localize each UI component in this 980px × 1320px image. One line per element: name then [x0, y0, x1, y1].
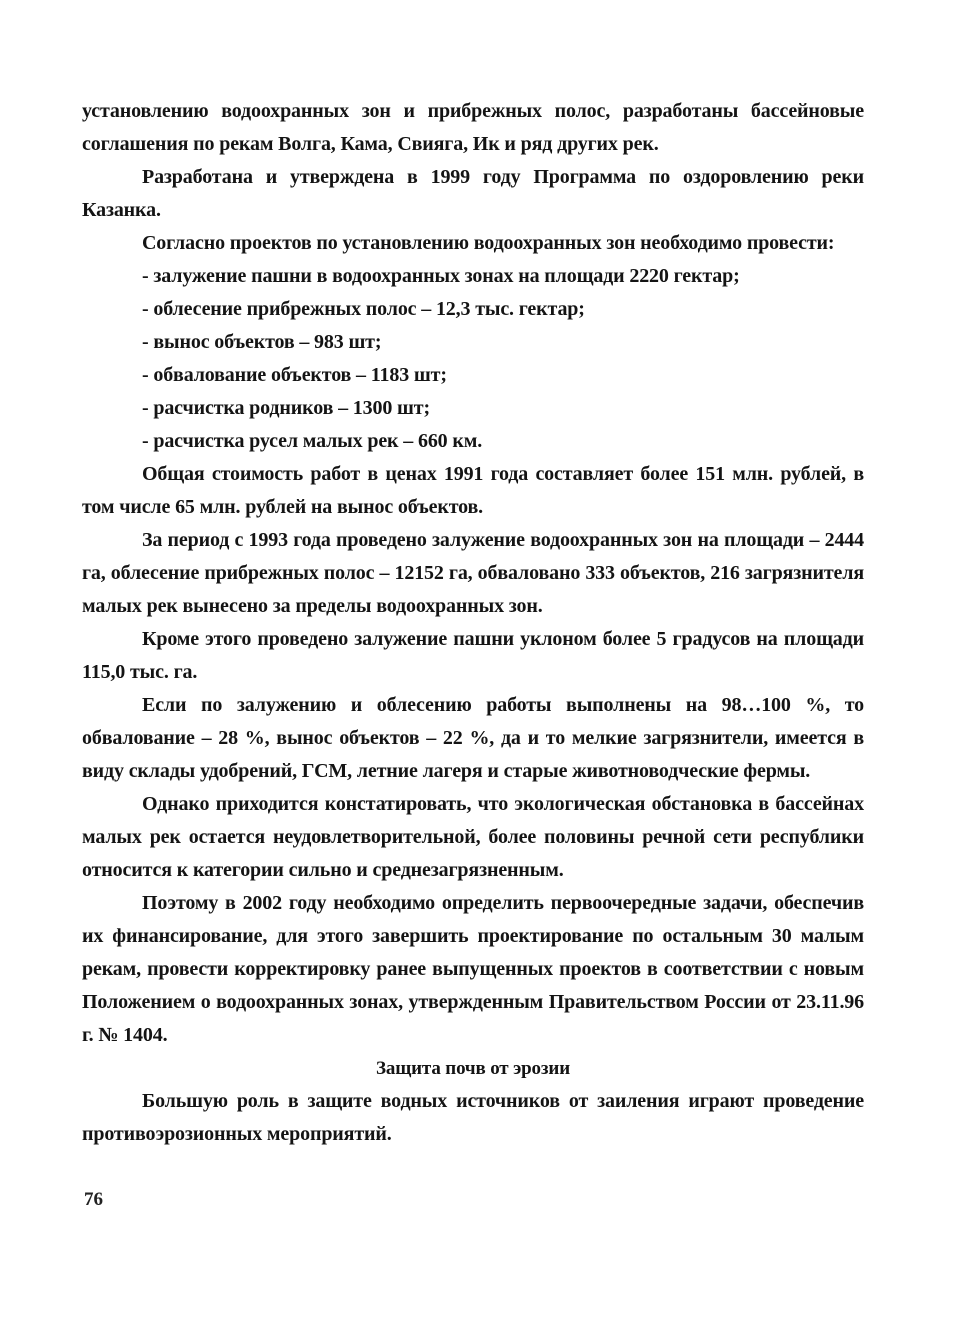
list-item: - обвалование объектов – 1183 шт; [142, 364, 447, 386]
list-item: - облесение прибрежных полос – 12,3 тыс. гектар; [142, 298, 585, 320]
paragraph-2002-tasks: Поэтому в 2002 году необходимо определить первоочередные задачи, обеспечив их финансирование, для этого завершить проектирование по остальным 30 малым рекам, провести корректировку ранее выпущенных проектов в соответствии с новым Положением о водоохранных зонах, утвержденным Правительством России от 23.11.96 г. № 1404. [82, 892, 864, 1046]
paragraph-period-results: За период с 1993 года проведено залужение водоохранных зон на площади – 2444 га, облесение прибрежных полос – 12152 га, обваловано 333 объектов, 216 загрязнителя малых рек вынесено за пределы водоохранных зон. [82, 529, 864, 617]
paragraph-kazanka-program: Разработана и утверждена в 1999 году Программа по оздоровлению реки Казанка. [82, 166, 864, 221]
list-item: - расчистка родников – 1300 шт; [142, 397, 430, 419]
paragraph-slope-grassing: Кроме этого проведено залужение пашни уклоном более 5 градусов на площади 115,0 тыс. га. [82, 628, 864, 683]
paragraph-completion-rates: Если по залужению и облесению работы выполнены на 98…100 %, то обвалование – 28 %, вынос объектов – 22 %, да и то мелкие загрязнители, имеется в виду склады удобрений, ГСМ, летние лагеря и старые животноводческие фермы. [82, 694, 864, 782]
section-heading: Защита почв от эрозии [375, 1058, 570, 1079]
list-item: - вынос объектов – 983 шт; [142, 331, 382, 353]
page-number: 76 [84, 1189, 103, 1210]
paragraph-continuation: установлению водоохранных зон и прибрежных полос, разработаны бассейновые соглашения по рекам Волга, Кама, Свияга, Ик и ряд других рек. [82, 100, 864, 155]
page-body [82, 95, 864, 1151]
paragraph-erosion-intro: Большую роль в защите водных источников от заиления играют проведение противоэрозионных мероприятий. [82, 1090, 864, 1145]
list-item: - расчистка русел малых рек – 660 км. [142, 430, 483, 452]
paragraph-ecological-situation: Однако приходится констатировать, что экологическая обстановка в бассейнах малых рек остается неудовлетворительной, более половины речной сети республики относится к категории сильно и среднезагрязненным. [82, 793, 864, 881]
paragraph-total-cost: Общая стоимость работ в ценах 1991 года составляет более 151 млн. рублей, в том числе 65 млн. рублей на вынос объектов. [82, 463, 864, 518]
list-intro: Согласно проектов по установлению водоохранных зон необходимо провести: [142, 232, 835, 254]
list-item: - залужение пашни в водоохранных зонах на площади 2220 гектар; [142, 265, 740, 287]
